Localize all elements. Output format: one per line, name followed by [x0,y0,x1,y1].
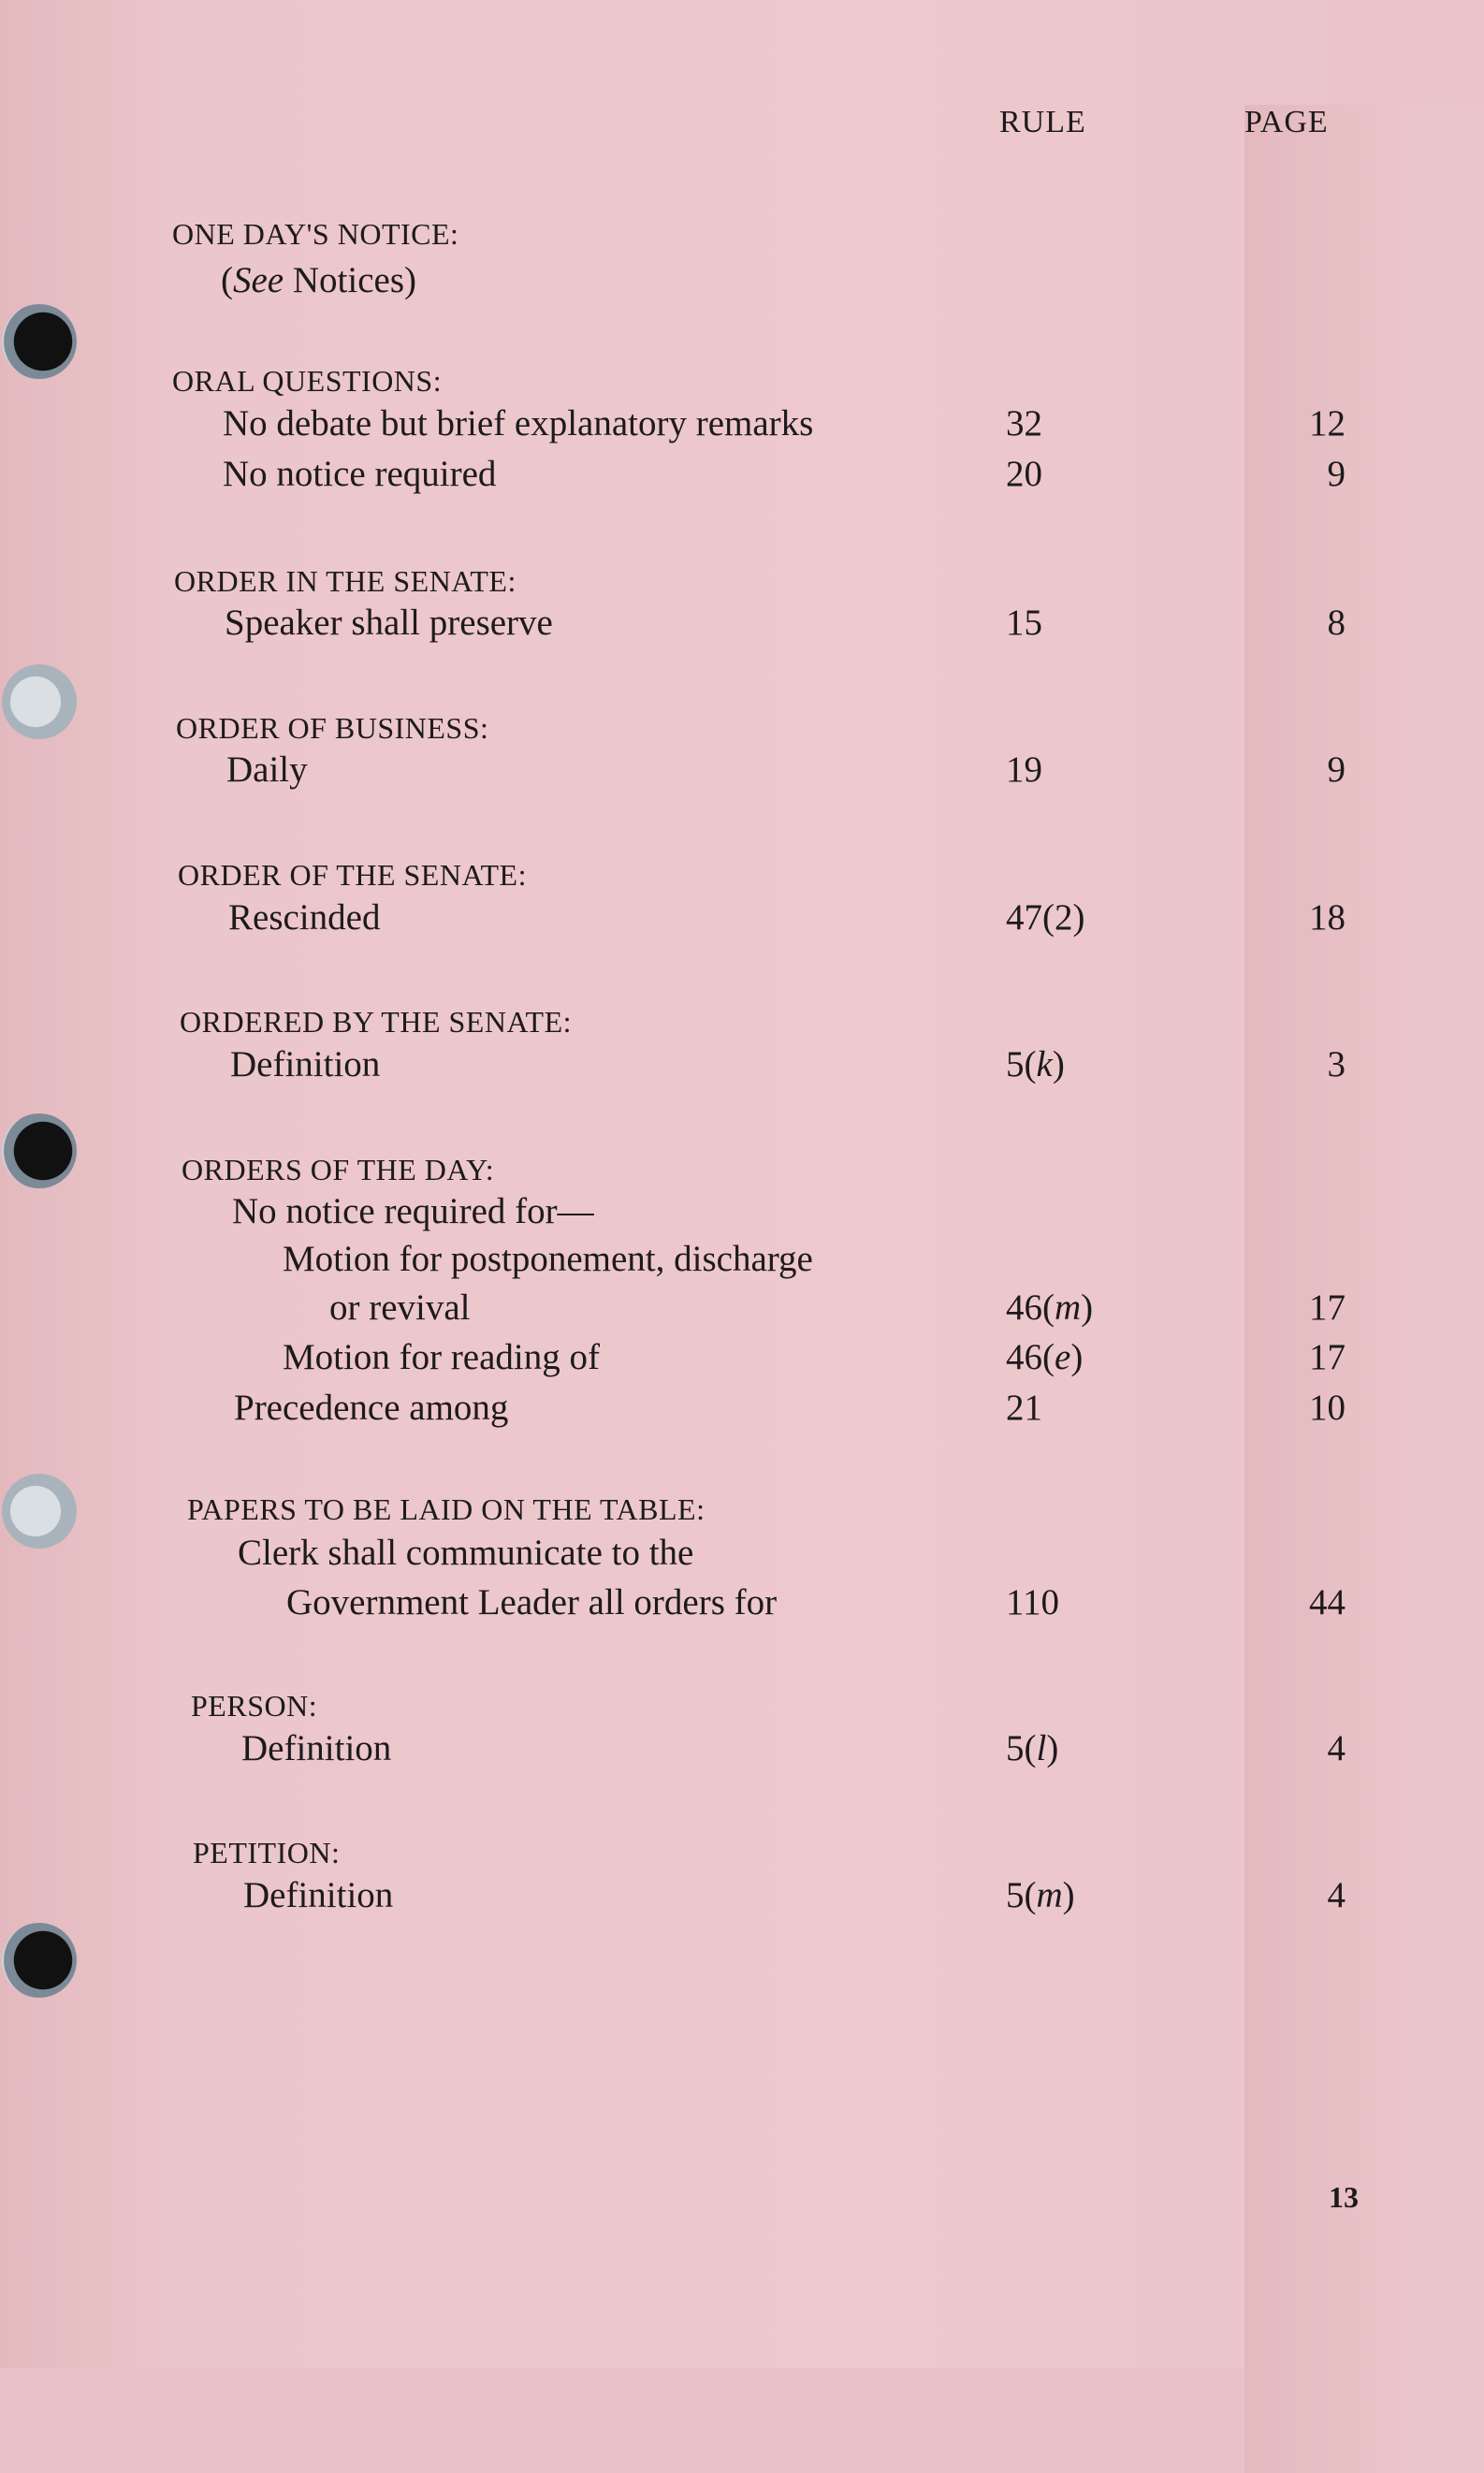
entry-text: Definition [243,1875,394,1915]
section-title: ORAL QUESTIONS: [172,364,443,398]
page-number: 8 [1327,603,1346,643]
page-folio: 13 [1329,2180,1359,2214]
entry-text: Daily [226,749,308,790]
binder-hole [2,664,77,739]
see-word: See [233,260,284,300]
binder-hole [2,1113,77,1188]
binder-hole [2,1923,77,1998]
binder-hole [2,1474,77,1549]
see-prefix: ( [221,260,233,300]
rule-number: 5(l) [1006,1728,1059,1768]
rule-number: 5(k) [1006,1044,1065,1084]
section-title: ORDERED BY THE SENATE: [180,1005,572,1039]
section-title: ORDER IN THE SENATE: [174,564,516,598]
rule-number-m2: m [1036,1875,1063,1915]
rule-number: 47(2) [1006,897,1085,938]
section-title: ORDER OF THE SENATE: [178,858,527,892]
entry-text: Definition [241,1728,392,1768]
entry-text: Motion for postponement, discharge [283,1239,813,1279]
page-number: 17 [1309,1337,1346,1377]
column-header-page: PAGE [1244,105,1484,2473]
entry-text: Definition [230,1044,381,1084]
rule-number-e: e [1055,1337,1071,1377]
section-title: PERSON: [191,1689,318,1723]
entry-text: No notice required for— [232,1191,594,1231]
rule-number: 15 [1006,603,1042,643]
rule-number: 46(e) [1006,1337,1084,1377]
page-number: 9 [1327,454,1346,494]
section-title: ORDERS OF THE DAY: [182,1153,495,1186]
rule-number: 110 [1006,1582,1060,1622]
page-number: 10 [1309,1388,1346,1428]
entry-text: Clerk shall communicate to the [238,1533,694,1573]
rule-number-k: k [1036,1044,1053,1084]
entry-text: Speaker shall preserve [225,603,553,643]
entry-text [221,259,416,301]
rule-number: 21 [1006,1388,1042,1428]
binder-hole [2,304,77,379]
entry-text: Motion for reading of [283,1337,601,1377]
column-header-rule: RULE [999,105,1086,139]
page-number: 18 [1309,897,1346,938]
entry-text: No debate but brief explanatory remarks [223,403,814,444]
page-number: 17 [1309,1287,1346,1328]
page-number: 9 [1327,749,1346,790]
page-number: 3 [1327,1044,1346,1084]
section-title: ORDER OF BUSINESS: [176,711,489,745]
entry-text: Precedence among [234,1388,509,1428]
rule-number: 32 [1006,403,1042,444]
page-number: 12 [1309,403,1346,444]
rule-number: 19 [1006,749,1042,790]
rule-number-l: l [1036,1728,1047,1768]
rule-number: 20 [1006,454,1042,494]
rule-number: 46(m) [1006,1287,1094,1328]
page-number: 4 [1327,1728,1346,1768]
section-title: ONE DAY'S NOTICE: [172,217,459,251]
see-suffix: Notices) [284,260,416,300]
entry-text: Rescinded [228,897,381,938]
entry-text: Government Leader all orders for [286,1582,778,1622]
section-title: PAPERS TO BE LAID ON THE TABLE: [187,1492,706,1526]
entry-text: No notice required [223,454,497,494]
section-title: PETITION: [193,1836,341,1869]
page-number: 4 [1327,1875,1346,1915]
rule-number: 5(m) [1006,1875,1075,1915]
rule-number-m: m [1055,1287,1082,1328]
entry-text: or revival [329,1287,471,1328]
page-number: 44 [1309,1582,1346,1622]
